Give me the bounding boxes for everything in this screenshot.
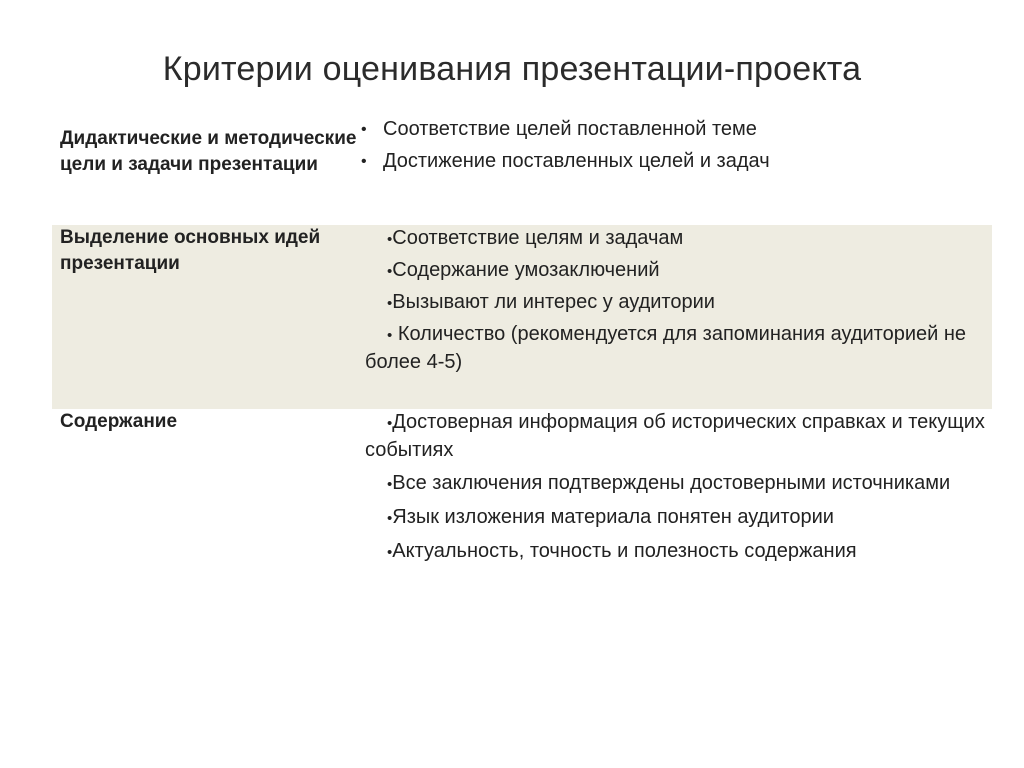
criterion-point: •Язык изложения материала понятен аудитории xyxy=(387,506,834,528)
criteria-row-didactic xyxy=(52,110,992,225)
criterion-point: •Соответствие целям и задачам xyxy=(387,227,684,249)
bullet-icon: • xyxy=(387,476,393,493)
bullet-icon: • xyxy=(387,327,393,344)
criterion-point: •Все заключения подтверждены достоверными источниками xyxy=(387,472,951,494)
criterion-point: • Достижение поставленных целей и задач xyxy=(357,148,992,175)
criteria-row-content xyxy=(52,409,992,599)
criterion-point: •Содержание умозаключений xyxy=(387,259,660,281)
criterion-point: • Соответствие целей поставленной теме xyxy=(357,116,992,143)
bullet-icon: • xyxy=(387,415,393,432)
bullet-icon: • xyxy=(387,263,393,280)
slide-title: Критерии оценивания презентации-проекта xyxy=(162,50,862,88)
bullet-icon: • xyxy=(387,295,393,312)
bullet-icon: • xyxy=(387,231,393,248)
criteria-row-main-ideas xyxy=(52,225,992,409)
bullet-icon: • xyxy=(387,510,393,527)
criterion-point: •Достоверная информация об исторических справках и текущих событиях xyxy=(365,411,985,461)
criterion-label: Дидактические и методические цели и задачи презентации xyxy=(60,128,357,175)
criterion-points xyxy=(357,225,992,409)
bullet-icon: • xyxy=(387,544,393,561)
bullet-icon: • xyxy=(361,121,367,138)
criterion-point: •Вызывают ли интерес у аудитории xyxy=(387,291,715,313)
criteria-table xyxy=(52,110,992,599)
criterion-points xyxy=(357,110,992,225)
criterion-point: • Количество (рекомендуется для запоминания аудиторией не более 4-5) xyxy=(365,323,972,373)
criterion-point: •Актуальность, точность и полезность содержания xyxy=(387,540,857,562)
criterion-label: Содержание xyxy=(60,411,178,432)
bullet-icon: • xyxy=(361,153,367,170)
criterion-points xyxy=(357,409,992,599)
criterion-label: Выделение основных идей презентации xyxy=(60,227,321,274)
